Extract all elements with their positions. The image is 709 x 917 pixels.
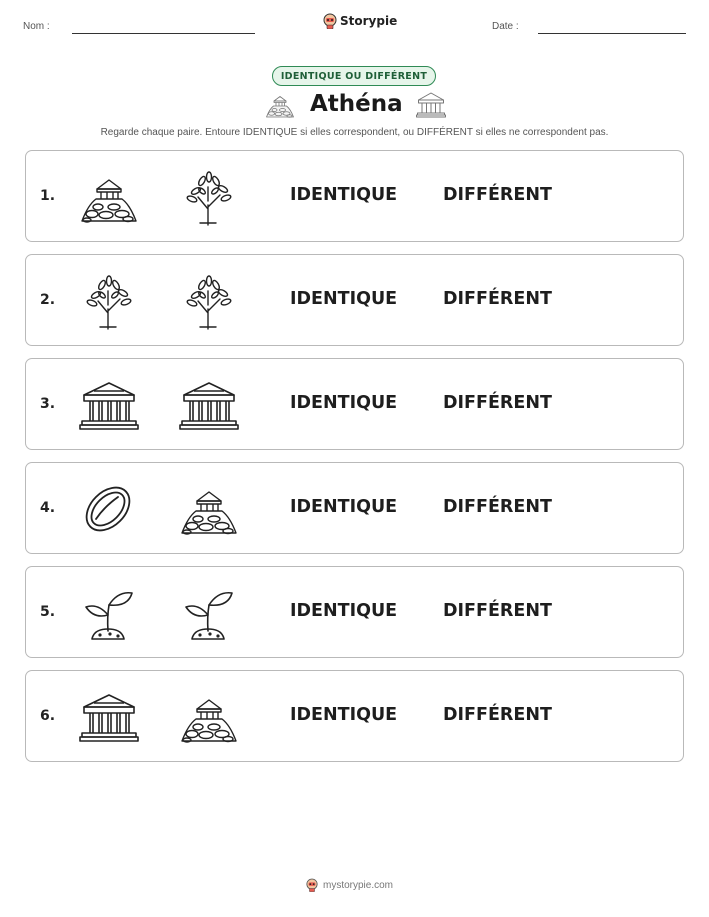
option-identique[interactable]: IDENTIQUE	[290, 185, 398, 205]
option-different[interactable]: DIFFÉRENT	[443, 497, 552, 517]
olive-tree-icon	[178, 271, 240, 331]
brand-logo	[323, 13, 397, 29]
pair-row-5	[25, 566, 684, 658]
acropolis-icon	[78, 167, 140, 227]
pair-row-2	[25, 254, 684, 346]
storypie-mascot-icon	[323, 13, 337, 29]
name-label: Nom :	[23, 21, 50, 32]
option-identique[interactable]: IDENTIQUE	[290, 601, 398, 621]
storypie-mascot-icon	[306, 878, 318, 892]
temple-icon	[414, 90, 448, 120]
row-number: 6.	[40, 708, 56, 724]
brand-name: Storypie	[340, 14, 398, 28]
worksheet-type-badge: IDENTIQUE OU DIFFÉRENT	[272, 66, 436, 86]
option-different[interactable]: DIFFÉRENT	[443, 705, 552, 725]
option-different[interactable]: DIFFÉRENT	[443, 185, 552, 205]
option-different[interactable]: DIFFÉRENT	[443, 289, 552, 309]
worksheet-title: Athéna	[310, 91, 403, 117]
option-identique[interactable]: IDENTIQUE	[290, 705, 398, 725]
option-identique[interactable]: IDENTIQUE	[290, 393, 398, 413]
sprout-icon	[78, 583, 140, 643]
olive-seed-icon	[78, 479, 140, 539]
footer	[306, 878, 393, 892]
option-identique[interactable]: IDENTIQUE	[290, 289, 398, 309]
acropolis-icon	[262, 90, 298, 120]
instructions: Regarde chaque paire. Entoure IDENTIQUE si elles correspondent, ou DIFFÉRENT si elles ne correspondent pas.	[100, 127, 609, 138]
acropolis-icon	[178, 687, 240, 747]
olive-tree-icon	[178, 167, 240, 227]
pair-row-1	[25, 150, 684, 242]
row-number: 4.	[40, 500, 56, 516]
row-number: 3.	[40, 396, 56, 412]
row-number: 5.	[40, 604, 56, 620]
temple-icon	[78, 375, 140, 435]
temple-icon	[178, 375, 240, 435]
name-line[interactable]	[72, 33, 255, 34]
acropolis-icon	[178, 479, 240, 539]
option-identique[interactable]: IDENTIQUE	[290, 497, 398, 517]
temple-icon	[78, 687, 140, 747]
date-line[interactable]	[538, 33, 686, 34]
option-different[interactable]: DIFFÉRENT	[443, 601, 552, 621]
pair-row-3	[25, 358, 684, 450]
option-different[interactable]: DIFFÉRENT	[443, 393, 552, 413]
row-number: 2.	[40, 292, 56, 308]
title-row	[262, 90, 448, 122]
pair-row-4	[25, 462, 684, 554]
pair-row-6	[25, 670, 684, 762]
footer-url[interactable]: mystorypie.com	[323, 879, 394, 891]
row-number: 1.	[40, 188, 56, 204]
sprout-icon	[178, 583, 240, 643]
olive-tree-icon	[78, 271, 140, 331]
date-label: Date :	[492, 21, 519, 32]
